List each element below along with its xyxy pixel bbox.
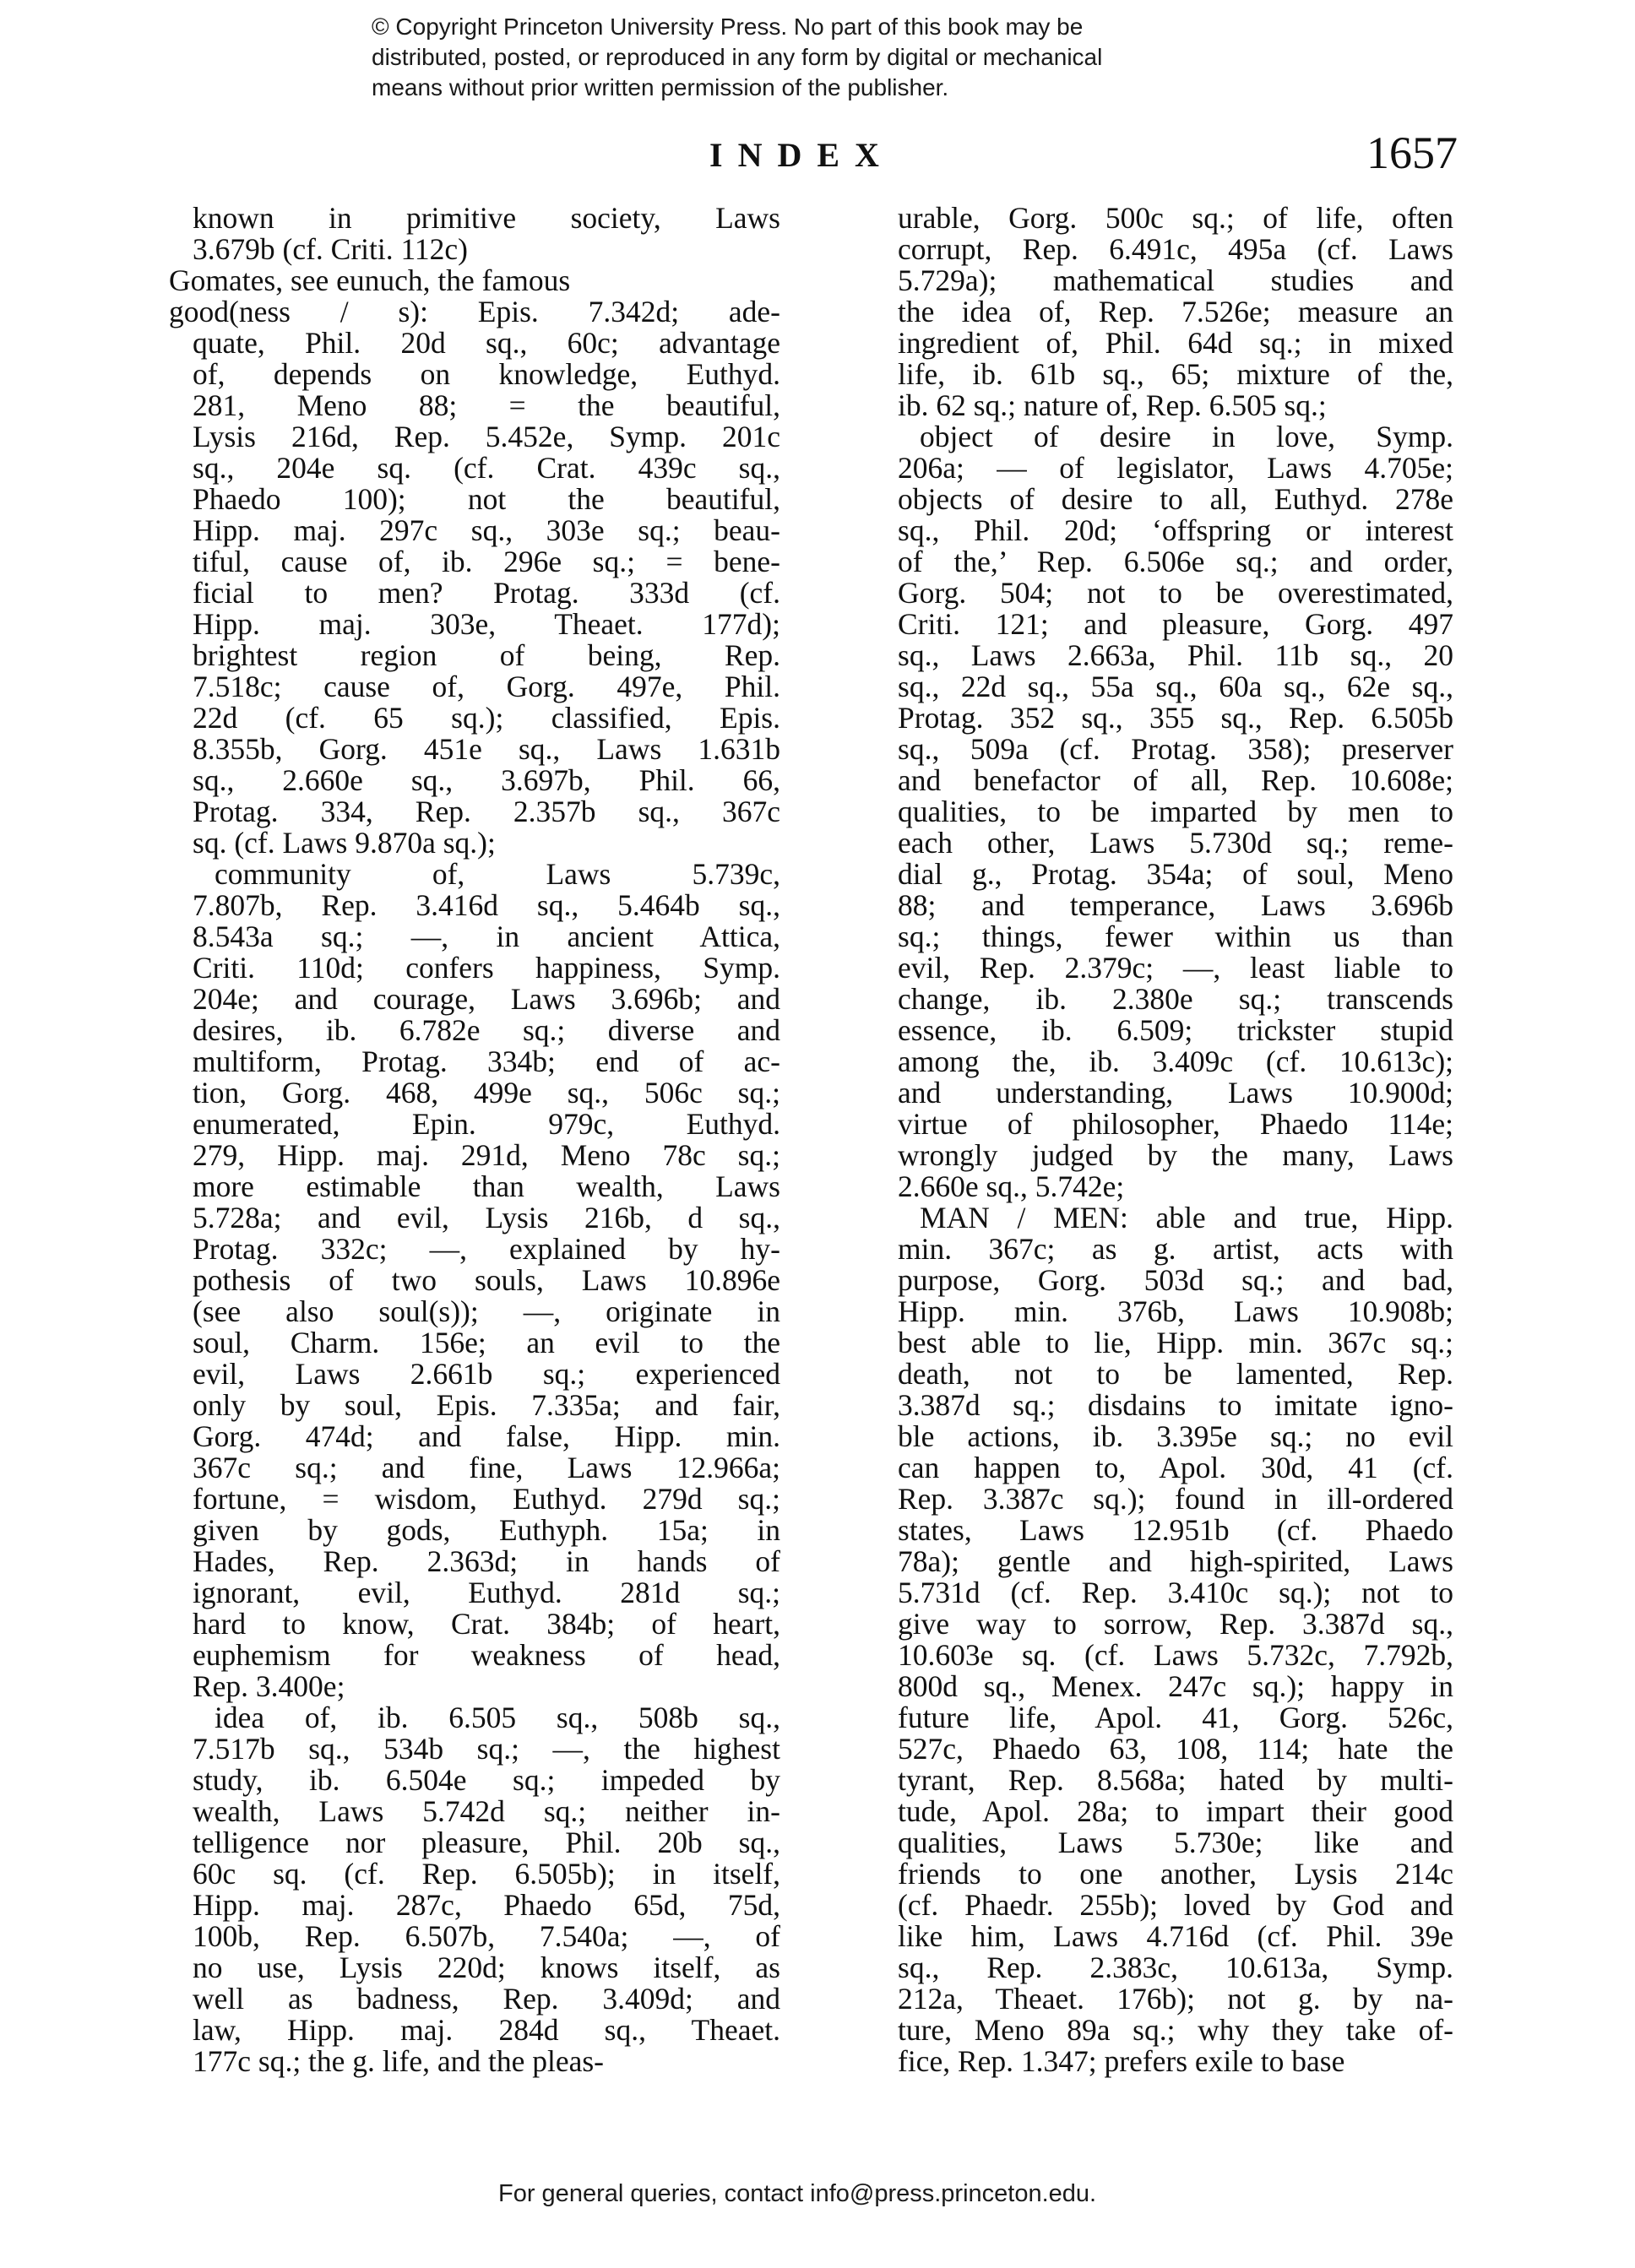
index-line: Protag. 332c; —, explained by hy-: [193, 1232, 780, 1266]
index-line: can happen to, Apol. 30d, 41 (cf.: [898, 1451, 1453, 1484]
index-line: community of, Laws 5.739c,: [215, 857, 780, 891]
index-line: tude, Apol. 28a; to impart their good: [898, 1794, 1453, 1828]
footer-contact: For general queries, contact info@press.princeton.edu.: [498, 2180, 1097, 2207]
index-line: 5.729a); mathematical studies and: [898, 263, 1453, 297]
index-column-left: [169, 203, 780, 2077]
index-line: 8.355b, Gorg. 451e sq., Laws 1.631b: [193, 732, 780, 766]
index-line: virtue of philosopher, Phaedo 114e;: [898, 1107, 1453, 1141]
index-line: given by gods, Euthyph. 15a; in: [193, 1513, 780, 1547]
index-line: soul, Charm. 156e; an evil to the: [193, 1326, 780, 1359]
index-line: more estimable than wealth, Laws: [193, 1169, 780, 1203]
index-line: (cf. Phaedr. 255b); loved by God and: [898, 1888, 1453, 1922]
index-line: 800d sq., Menex. 247c sq.); happy in: [898, 1669, 1453, 1703]
index-line: each other, Laws 5.730d sq.; reme-: [898, 826, 1453, 860]
index-line: 527c, Phaedo 63, 108, 114; hate the: [898, 1732, 1453, 1766]
index-line: 206a; — of legislator, Laws 4.705e;: [898, 451, 1453, 485]
index-line: Hipp. maj. 303e, Theaet. 177d);: [193, 607, 780, 641]
index-line: 7.518c; cause of, Gorg. 497e, Phil.: [193, 670, 780, 703]
index-line: Hipp. min. 376b, Laws 10.908b;: [898, 1294, 1453, 1328]
copyright-line: means without prior written permission of the publisher.: [372, 74, 949, 100]
index-line: sq., 22d sq., 55a sq., 60a sq., 62e sq.,: [898, 670, 1453, 703]
index-line: ib. 62 sq.; nature of, Rep. 6.505 sq.;: [898, 388, 1327, 422]
index-line: like him, Laws 4.716d (cf. Phil. 39e: [898, 1919, 1453, 1953]
index-line: give way to sorrow, Rep. 3.387d sq.,: [898, 1607, 1453, 1641]
index-line: Protag. 352 sq., 355 sq., Rep. 6.505b: [898, 701, 1453, 735]
index-line: well as badness, Rep. 3.409d; and: [193, 1982, 780, 2016]
index-line: 2.660e sq., 5.742e;: [898, 1169, 1125, 1203]
index-line: MAN / MEN: able and true, Hipp.: [920, 1201, 1453, 1234]
index-line: 3.679b (cf. Criti. 112c): [193, 232, 469, 266]
index-line: sq., Rep. 2.383c, 10.613a, Symp.: [898, 1951, 1453, 1984]
index-line: 204e; and courage, Laws 3.696b; and: [193, 982, 780, 1016]
index-line: Hades, Rep. 2.363d; in hands of: [193, 1544, 780, 1578]
index-line: of the,’ Rep. 6.506e sq.; and order,: [898, 545, 1453, 578]
index-line: and understanding, Laws 10.900d;: [898, 1076, 1453, 1110]
index-line: of, depends on knowledge, Euthyd.: [193, 357, 780, 391]
index-line: Criti. 121; and pleasure, Gorg. 497: [898, 607, 1453, 641]
index-line: hard to know, Crat. 384b; of heart,: [193, 1607, 780, 1641]
running-title: INDEX: [709, 136, 894, 174]
index-line: ignorant, evil, Euthyd. 281d sq.;: [193, 1576, 780, 1609]
index-line: 60c sq. (cf. Rep. 6.505b); in itself,: [193, 1857, 780, 1891]
index-line: change, ib. 2.380e sq.; transcends: [898, 982, 1453, 1016]
index-line: Gomates, see eunuch, the famous: [169, 263, 571, 297]
index-line: fice, Rep. 1.347; prefers exile to base: [898, 2044, 1345, 2078]
index-line: good(ness / s): Epis. 7.342d; ade-: [169, 295, 780, 328]
index-line: 281, Meno 88; = the beautiful,: [193, 388, 780, 422]
index-line: Hipp. maj. 297c sq., 303e sq.; beau-: [193, 513, 780, 547]
index-line: life, ib. 61b sq., 65; mixture of the,: [898, 357, 1453, 391]
index-line: brightest region of being, Rep.: [193, 638, 780, 672]
index-line: ficial to men? Protag. 333d (cf.: [193, 576, 780, 610]
index-line: 177c sq.; the g. life, and the pleas-: [193, 2044, 604, 2078]
index-line: Rep. 3.400e;: [193, 1669, 345, 1703]
index-line: purpose, Gorg. 503d sq.; and bad,: [898, 1263, 1453, 1297]
index-line: sq., Laws 2.663a, Phil. 11b sq., 20: [898, 638, 1453, 672]
index-line: Lysis 216d, Rep. 5.452e, Symp. 201c: [193, 420, 780, 453]
index-line: multiform, Protag. 334b; end of ac-: [193, 1044, 780, 1078]
index-line: idea of, ib. 6.505 sq., 508b sq.,: [215, 1701, 780, 1734]
index-line: Protag. 334, Rep. 2.357b sq., 367c: [193, 795, 780, 828]
index-line: 78a); gentle and high-spirited, Laws: [898, 1544, 1453, 1578]
index-line: ture, Meno 89a sq.; why they take of-: [898, 2013, 1453, 2047]
index-line: dial g., Protag. 354a; of soul, Meno: [898, 857, 1453, 891]
index-line: 100b, Rep. 6.507b, 7.540a; —, of: [193, 1919, 780, 1953]
index-line: essence, ib. 6.509; trickster stupid: [898, 1013, 1453, 1047]
index-line: min. 367c; as g. artist, acts with: [898, 1232, 1453, 1266]
index-line: sq., 2.660e sq., 3.697b, Phil. 66,: [193, 763, 780, 797]
index-line: Hipp. maj. 287c, Phaedo 65d, 75d,: [193, 1888, 780, 1922]
index-line: ble actions, ib. 3.395e sq.; no evil: [898, 1419, 1453, 1453]
index-line: 8.543a sq.; —, in ancient Attica,: [193, 920, 780, 953]
index-line: Rep. 3.387c sq.); found in ill-ordered: [898, 1482, 1453, 1516]
index-line: 10.603e sq. (cf. Laws 5.732c, 7.792b,: [898, 1638, 1453, 1672]
index-line: euphemism for weakness of head,: [193, 1638, 780, 1672]
index-line: 279, Hipp. maj. 291d, Meno 78c sq.;: [193, 1138, 780, 1172]
index-line: tion, Gorg. 468, 499e sq., 506c sq.;: [193, 1076, 780, 1110]
index-line: death, not to be lamented, Rep.: [898, 1357, 1453, 1391]
index-line: 88; and temperance, Laws 3.696b: [898, 888, 1453, 922]
index-line: object of desire in love, Symp.: [920, 420, 1453, 453]
index-line: sq., Phil. 20d; ‘offspring or interest: [898, 513, 1453, 547]
index-line: tiful, cause of, ib. 296e sq.; = bene-: [193, 545, 780, 578]
index-column-right: [874, 203, 1453, 2077]
index-line: sq., 509a (cf. Protag. 358); preserver: [898, 732, 1453, 766]
copyright-line: © Copyright Princeton University Press. No part of this book may be: [372, 14, 1084, 40]
index-line: telligence nor pleasure, Phil. 20b sq.,: [193, 1826, 780, 1859]
index-line: Criti. 110d; confers happiness, Symp.: [193, 951, 780, 985]
index-line: known in primitive society, Laws: [193, 201, 780, 235]
index-line: (see also soul(s)); —, originate in: [193, 1294, 780, 1328]
index-line: evil, Laws 2.661b sq.; experienced: [193, 1357, 780, 1391]
index-line: only by soul, Epis. 7.335a; and fair,: [193, 1388, 780, 1422]
index-line: sq.; things, fewer within us than: [898, 920, 1453, 953]
index-line: qualities, Laws 5.730e; like and: [898, 1826, 1453, 1859]
page-number: 1657: [1366, 128, 1458, 178]
index-line: quate, Phil. 20d sq., 60c; advantage: [193, 326, 780, 360]
index-line: evil, Rep. 2.379c; —, least liable to: [898, 951, 1453, 985]
index-line: pothesis of two souls, Laws 10.896e: [193, 1263, 780, 1297]
index-line: wealth, Laws 5.742d sq.; neither in-: [193, 1794, 780, 1828]
index-line: tyrant, Rep. 8.568a; hated by multi-: [898, 1763, 1453, 1797]
index-line: 212a, Theaet. 176b); not g. by na-: [898, 1982, 1453, 2016]
index-line: sq., 204e sq. (cf. Crat. 439c sq.,: [193, 451, 780, 485]
index-line: friends to one another, Lysis 214c: [898, 1857, 1453, 1891]
index-line: the idea of, Rep. 7.526e; measure an: [898, 295, 1453, 328]
index-line: ingredient of, Phil. 64d sq.; in mixed: [898, 326, 1453, 360]
index-line: law, Hipp. maj. 284d sq., Theaet.: [193, 2013, 780, 2047]
index-line: objects of desire to all, Euthyd. 278e: [898, 482, 1453, 516]
index-line: Gorg. 474d; and false, Hipp. min.: [193, 1419, 780, 1453]
index-line: states, Laws 12.951b (cf. Phaedo: [898, 1513, 1453, 1547]
index-line: sq. (cf. Laws 9.870a sq.);: [193, 826, 496, 860]
index-line: 367c sq.; and fine, Laws 12.966a;: [193, 1451, 780, 1484]
copyright-notice: [372, 12, 1216, 103]
index-line: Phaedo 100); not the beautiful,: [193, 482, 780, 516]
index-line: desires, ib. 6.782e sq.; diverse and: [193, 1013, 780, 1047]
index-line: fortune, = wisdom, Euthyd. 279d sq.;: [193, 1482, 780, 1516]
index-line: 3.387d sq.; disdains to imitate igno-: [898, 1388, 1453, 1422]
index-line: Gorg. 504; not to be overestimated,: [898, 576, 1453, 610]
index-line: study, ib. 6.504e sq.; impeded by: [193, 1763, 780, 1797]
index-line: enumerated, Epin. 979c, Euthyd.: [193, 1107, 780, 1141]
index-line: among the, ib. 3.409c (cf. 10.613c);: [898, 1044, 1453, 1078]
index-line: corrupt, Rep. 6.491c, 495a (cf. Laws: [898, 232, 1453, 266]
index-line: qualities, to be imparted by men to: [898, 795, 1453, 828]
index-line: future life, Apol. 41, Gorg. 526c,: [898, 1701, 1453, 1734]
copyright-line: distributed, posted, or reproduced in any form by digital or mechanical: [372, 44, 1103, 70]
index-line: and benefactor of all, Rep. 10.608e;: [898, 763, 1453, 797]
index-line: 22d (cf. 65 sq.); classified, Epis.: [193, 701, 780, 735]
index-line: 7.807b, Rep. 3.416d sq., 5.464b sq.,: [193, 888, 780, 922]
index-line: urable, Gorg. 500c sq.; of life, often: [898, 201, 1453, 235]
index-line: 7.517b sq., 534b sq.; —, the highest: [193, 1732, 780, 1766]
index-line: wrongly judged by the many, Laws: [898, 1138, 1453, 1172]
index-line: best able to lie, Hipp. min. 367c sq.;: [898, 1326, 1453, 1359]
index-line: no use, Lysis 220d; knows itself, as: [193, 1951, 780, 1984]
index-line: 5.728a; and evil, Lysis 216b, d sq.,: [193, 1201, 780, 1234]
index-line: 5.731d (cf. Rep. 3.410c sq.); not to: [898, 1576, 1453, 1609]
